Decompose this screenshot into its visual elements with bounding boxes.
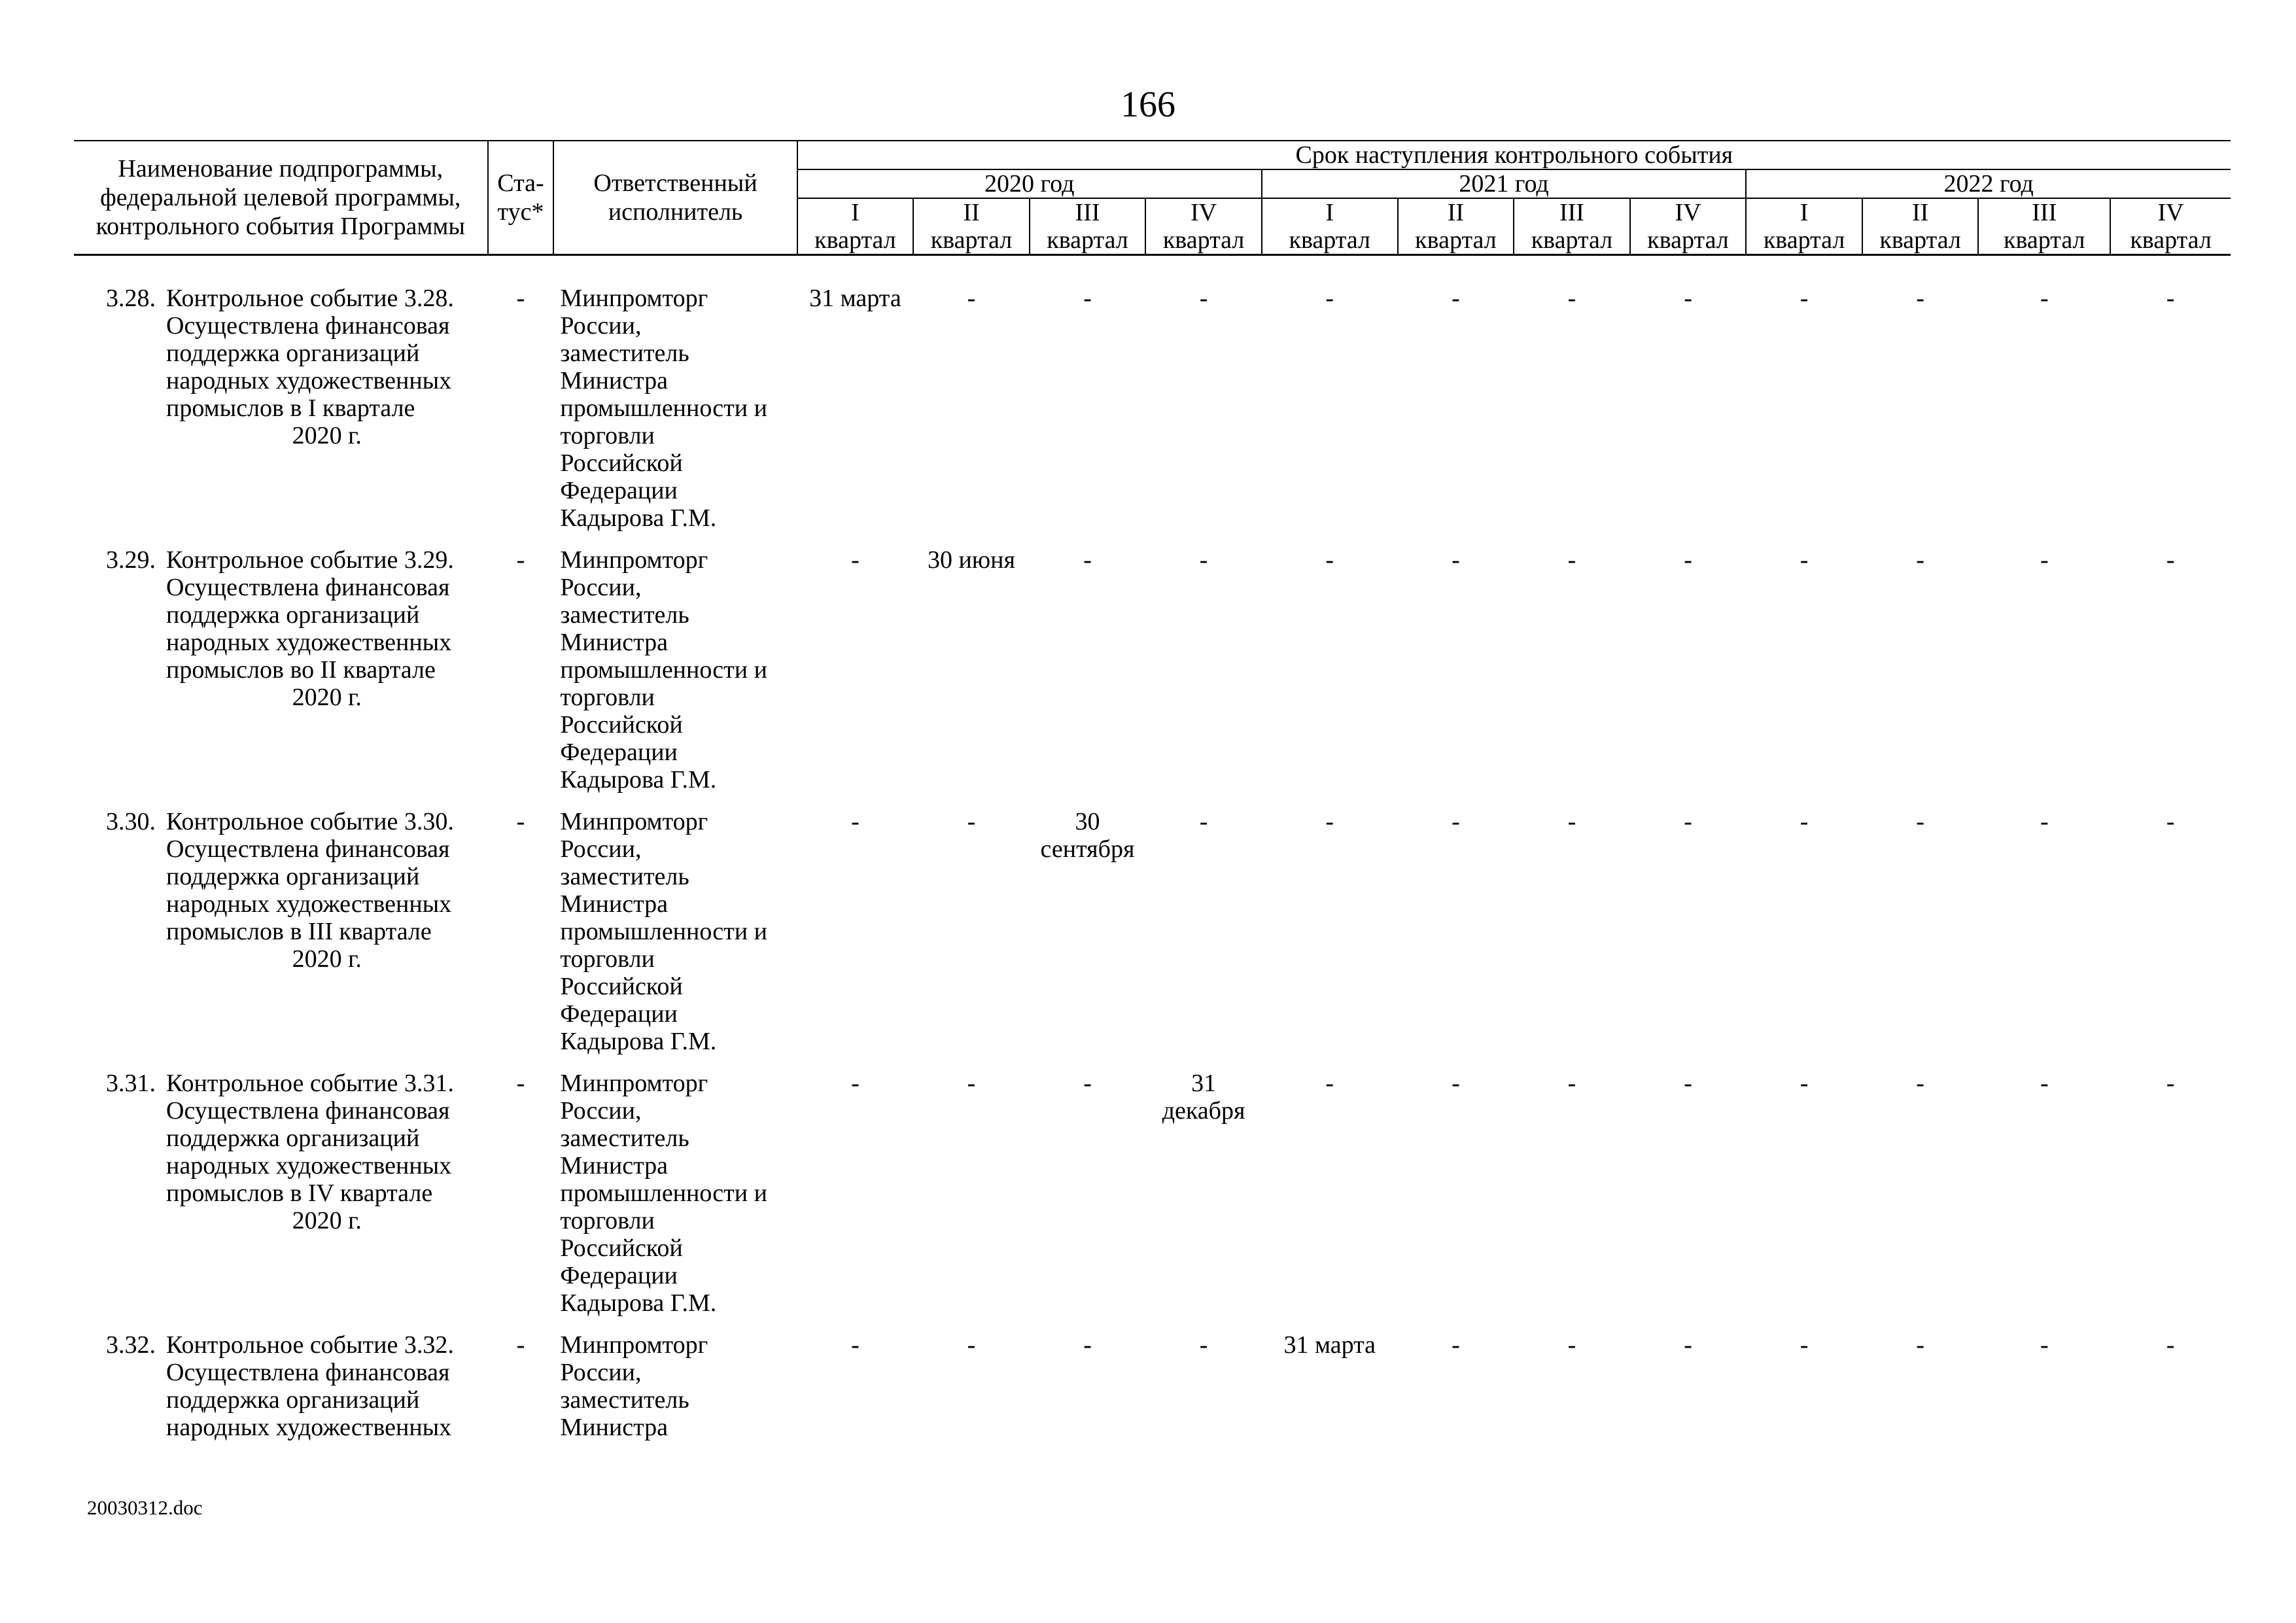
quarter-value: - (1684, 1331, 1692, 1359)
quarter-cell (913, 255, 1030, 547)
event-name-line: поддержка организаций (166, 1125, 420, 1152)
executor-line: промышленности и (560, 1179, 767, 1207)
quarter-value: - (1800, 1331, 1809, 1359)
header-year-2022: 2022 год (1746, 169, 2231, 198)
quarter-cell (1862, 1070, 1979, 1331)
event-name-cell (74, 255, 488, 547)
status-cell: - (516, 285, 525, 312)
event-name-line: Контрольное событие 3.32. (166, 1331, 454, 1359)
quarter-value: - (1567, 1331, 1576, 1359)
quarter-value: 31 (1191, 1070, 1217, 1097)
header-quarter: II квартал (1862, 198, 1979, 255)
quarter-value: - (967, 808, 976, 835)
header-quarter: I квартал (797, 198, 914, 255)
quarter-cell (1630, 1331, 1747, 1456)
quarter-cell (1398, 255, 1514, 547)
executor-line: Кадырова Г.М. (560, 766, 717, 794)
quarter-value: - (1684, 1070, 1692, 1097)
status-cell: - (516, 1331, 525, 1359)
page-number: 166 (1121, 84, 1175, 125)
quarter-value: - (1800, 808, 1809, 835)
quarter-value: - (1800, 1070, 1809, 1097)
executor-line: торговли (560, 422, 655, 449)
header-quarter: I квартал (1262, 198, 1398, 255)
executor-cell (553, 255, 797, 547)
quarter-cell (1862, 1331, 1979, 1456)
executor-line: промышленности и (560, 918, 767, 945)
table-row (74, 255, 2231, 547)
quarter-value: - (2166, 1331, 2175, 1359)
quarter-cell (1262, 546, 1398, 808)
executor-line: Кадырова Г.М. (560, 1289, 717, 1317)
quarter-value: - (2040, 546, 2049, 574)
quarter-value: - (851, 1331, 860, 1359)
event-name-line: Осуществлена финансовая (166, 312, 450, 340)
header-quarter: II квартал (1398, 198, 1514, 255)
quarter-value: - (1567, 808, 1576, 835)
quarter-value: - (1083, 1331, 1092, 1359)
quarter-cell (1978, 1070, 2110, 1331)
footer-filename: 20030312.doc (87, 1496, 203, 1519)
event-name-cell (74, 1070, 488, 1331)
event-name-line: поддержка организаций (166, 340, 420, 367)
quarter-cell (1398, 1070, 1514, 1331)
executor-line: Минпромторг (560, 546, 708, 574)
event-name-line: Контрольное событие 3.31. (166, 1070, 454, 1097)
quarter-value: - (851, 808, 860, 835)
quarter-cell (913, 546, 1030, 808)
executor-line: заместитель (560, 1125, 689, 1152)
quarter-cell (797, 808, 914, 1070)
quarter-cell (1630, 808, 1747, 1070)
quarter-cell (1630, 546, 1747, 808)
quarter-cell (797, 1331, 914, 1456)
quarter-value: - (1199, 546, 1208, 574)
quarter-cell (797, 255, 914, 547)
header-quarter: II квартал (913, 198, 1030, 255)
executor-line: Российской (560, 973, 683, 1000)
header-quarter: III квартал (1030, 198, 1146, 255)
quarter-value: - (1452, 808, 1460, 835)
quarter-cell (1746, 255, 1862, 547)
header-quarter: IV квартал (1630, 198, 1747, 255)
quarter-value: - (1083, 1070, 1092, 1097)
quarter-cell (1862, 546, 1979, 808)
executor-cell (553, 1070, 797, 1331)
executor-line: Российской (560, 1234, 683, 1262)
executor-line: Кадырова Г.М. (560, 1028, 717, 1055)
header-status-column: Ста- тус* (488, 141, 554, 255)
quarter-cell (1978, 808, 2110, 1070)
event-name-line: Контрольное событие 3.29. (166, 546, 454, 574)
executor-line: Федерации (560, 1262, 678, 1289)
quarter-cell (1398, 808, 1514, 1070)
quarter-value: - (2040, 1070, 2049, 1097)
quarter-value: - (1567, 1070, 1576, 1097)
quarter-value: - (1800, 285, 1809, 312)
quarter-value: - (1800, 546, 1809, 574)
status-cell: - (516, 546, 525, 574)
event-name-line: Осуществлена финансовая (166, 1097, 450, 1125)
executor-line: Министра (560, 1152, 669, 1179)
quarter-value: 31 марта (1283, 1331, 1376, 1359)
executor-line: России, (560, 1359, 642, 1386)
quarter-value: - (1199, 1331, 1208, 1359)
executor-line: Минпромторг (560, 1331, 708, 1359)
event-name-line: 2020 г. (292, 1207, 362, 1234)
quarter-cell (1398, 1331, 1514, 1456)
executor-line: Федерации (560, 739, 678, 766)
quarter-value: - (2166, 285, 2175, 312)
quarter-value: - (2040, 808, 2049, 835)
event-name-line: Контрольное событие 3.30. (166, 808, 454, 835)
executor-line: Министра (560, 629, 669, 656)
header-year-2020: 2020 год (797, 169, 1262, 198)
executor-line: Министра (560, 890, 669, 918)
quarter-value: - (1325, 546, 1334, 574)
executor-line: заместитель (560, 340, 689, 367)
event-number: 3.28. (106, 285, 156, 312)
header-term-title: Срок наступления контрольного события (797, 141, 2231, 169)
executor-line: Минпромторг (560, 1070, 708, 1097)
quarter-cell (1514, 546, 1630, 808)
quarter-cell (1514, 255, 1630, 547)
header-quarter: IV квартал (1145, 198, 1262, 255)
quarter-cell (2110, 808, 2231, 1070)
event-name-line: поддержка организаций (166, 863, 420, 890)
quarter-cell (797, 546, 914, 808)
quarter-cell (1746, 546, 1862, 808)
quarter-value: - (967, 285, 976, 312)
event-name-line: поддержка организаций (166, 1386, 420, 1414)
quarter-value: - (1325, 285, 1334, 312)
quarter-cell (1630, 255, 1747, 547)
quarter-value: - (967, 1331, 976, 1359)
header-quarter: IV квартал (2110, 198, 2231, 255)
quarter-cell (1746, 808, 1862, 1070)
quarter-cell (1978, 1331, 2110, 1456)
executor-line: России, (560, 835, 642, 863)
table-body (74, 255, 2231, 1456)
executor-line: России, (560, 574, 642, 601)
header-quarter: I квартал (1746, 198, 1862, 255)
event-name-cell (74, 1331, 488, 1456)
event-name-line: 2020 г. (292, 945, 362, 973)
quarter-cell (1862, 255, 1979, 547)
quarter-cell (1262, 808, 1398, 1070)
event-name-line: народных художественных (166, 1414, 452, 1441)
quarter-value: 31 марта (809, 285, 901, 312)
status-cell: - (516, 1070, 525, 1097)
quarter-value: 30 июня (927, 546, 1015, 574)
quarter-cell (1514, 1070, 1630, 1331)
event-number: 3.31. (106, 1070, 156, 1097)
quarter-value: - (1083, 546, 1092, 574)
quarter-value: - (1199, 808, 1208, 835)
quarter-value: - (1684, 546, 1692, 574)
event-number: 3.32. (106, 1331, 156, 1359)
quarter-cell (1030, 808, 1146, 1070)
quarter-cell (1978, 546, 2110, 808)
table-row (74, 546, 2231, 808)
event-name-line: Контрольное событие 3.28. (166, 285, 454, 312)
executor-cell (553, 808, 797, 1070)
quarter-cell (1145, 1331, 1262, 1456)
quarter-value: - (851, 546, 860, 574)
executor-line: Министра (560, 367, 669, 394)
header-quarter: III квартал (1514, 198, 1630, 255)
quarter-cell (1030, 546, 1146, 808)
control-events-table (74, 140, 2231, 1456)
quarter-cell (2110, 1331, 2231, 1456)
executor-line: России, (560, 1097, 642, 1125)
quarter-value: 30 (1075, 808, 1100, 835)
quarter-value: - (1452, 1070, 1460, 1097)
quarter-cell (1030, 255, 1146, 547)
quarter-value: - (1452, 1331, 1460, 1359)
quarter-value: - (1916, 546, 1924, 574)
event-name-line: поддержка организаций (166, 601, 420, 629)
quarter-value: - (2040, 1331, 2049, 1359)
executor-line: Федерации (560, 1000, 678, 1028)
event-name-line: промыслов в IV квартале (166, 1179, 433, 1207)
quarter-cell (1262, 255, 1398, 547)
quarter-value: сентября (1040, 835, 1135, 863)
event-name-line: народных художественных (166, 890, 452, 918)
quarter-value: - (1567, 546, 1576, 574)
quarter-value: - (1325, 1070, 1334, 1097)
event-name-line: Осуществлена финансовая (166, 574, 450, 601)
quarter-cell (913, 808, 1030, 1070)
quarter-value: - (1916, 285, 1924, 312)
event-name-line: народных художественных (166, 629, 452, 656)
executor-line: заместитель (560, 1386, 689, 1414)
quarter-value: - (1567, 285, 1576, 312)
quarter-cell (2110, 546, 2231, 808)
quarter-cell (1145, 1070, 1262, 1331)
quarter-cell (1978, 255, 2110, 547)
executor-cell (553, 546, 797, 808)
event-name-line: промыслов в I квартале (166, 394, 415, 422)
table-row (74, 1070, 2231, 1331)
executor-line: заместитель (560, 601, 689, 629)
event-name-line: народных художественных (166, 1152, 452, 1179)
executor-line: торговли (560, 945, 655, 973)
event-name-cell (74, 808, 488, 1070)
quarter-value: - (1452, 285, 1460, 312)
quarter-value: - (1684, 808, 1692, 835)
quarter-value: - (851, 1070, 860, 1097)
header-quarter: III квартал (1978, 198, 2110, 255)
quarter-cell (1398, 546, 1514, 808)
event-name-line: народных художественных (166, 367, 452, 394)
quarter-value: - (967, 1070, 976, 1097)
quarter-cell (1746, 1070, 1862, 1331)
quarter-value: - (1916, 1331, 1924, 1359)
quarter-value: - (1684, 285, 1692, 312)
quarter-cell (1145, 255, 1262, 547)
executor-line: Минпромторг (560, 808, 708, 835)
quarter-cell (1630, 1070, 1747, 1331)
executor-line: торговли (560, 684, 655, 711)
quarter-cell (2110, 1070, 2231, 1331)
quarter-cell (1514, 1331, 1630, 1456)
quarter-cell (1514, 808, 1630, 1070)
quarter-cell (1030, 1331, 1146, 1456)
executor-line: Минпромторг (560, 285, 708, 312)
quarter-value: - (1452, 546, 1460, 574)
quarter-cell (913, 1331, 1030, 1456)
event-name-line: промыслов во II квартале (166, 656, 436, 684)
event-name-cell (74, 546, 488, 808)
quarter-value: - (1325, 808, 1334, 835)
quarter-value: - (2166, 808, 2175, 835)
quarter-cell (1145, 546, 1262, 808)
quarter-cell (1262, 1331, 1398, 1456)
executor-line: Федерации (560, 477, 678, 504)
quarter-value: - (1916, 1070, 1924, 1097)
quarter-cell (797, 1070, 914, 1331)
quarter-cell (1862, 808, 1979, 1070)
table-row (74, 1331, 2231, 1456)
header-executor-column: Ответственный исполнитель (553, 141, 797, 255)
table-header (74, 141, 2231, 255)
quarter-cell (913, 1070, 1030, 1331)
quarter-value: - (2166, 1070, 2175, 1097)
quarter-value: - (2166, 546, 2175, 574)
executor-line: России, (560, 312, 642, 340)
executor-line: заместитель (560, 863, 689, 890)
quarter-cell (1030, 1070, 1146, 1331)
executor-line: Российской (560, 449, 683, 477)
executor-line: Министра (560, 1414, 669, 1441)
header-year-2021: 2021 год (1262, 169, 1746, 198)
header-name-column: Наименование подпрограммы, федеральной целевой программы, контрольного события Программы (74, 141, 488, 255)
executor-line: торговли (560, 1207, 655, 1234)
event-name-line: 2020 г. (292, 684, 362, 711)
event-name-line: 2020 г. (292, 422, 362, 449)
executor-line: промышленности и (560, 656, 767, 684)
status-cell: - (516, 808, 525, 835)
event-number: 3.30. (106, 808, 156, 835)
event-name-line: промыслов в III квартале (166, 918, 432, 945)
quarter-cell (2110, 255, 2231, 547)
executor-line: промышленности и (560, 394, 767, 422)
event-name-line: Осуществлена финансовая (166, 1359, 450, 1386)
quarter-cell (1145, 808, 1262, 1070)
quarter-cell (1746, 1331, 1862, 1456)
quarter-value: - (2040, 285, 2049, 312)
table-row (74, 808, 2231, 1070)
event-number: 3.29. (106, 546, 156, 574)
executor-line: Российской (560, 711, 683, 739)
quarter-value: декабря (1162, 1097, 1245, 1125)
quarter-value: - (1916, 808, 1924, 835)
quarter-cell (1262, 1070, 1398, 1331)
executor-line: Кадырова Г.М. (560, 504, 717, 532)
executor-cell (553, 1331, 797, 1456)
quarter-value: - (1199, 285, 1208, 312)
quarter-value: - (1083, 285, 1092, 312)
event-name-line: Осуществлена финансовая (166, 835, 450, 863)
